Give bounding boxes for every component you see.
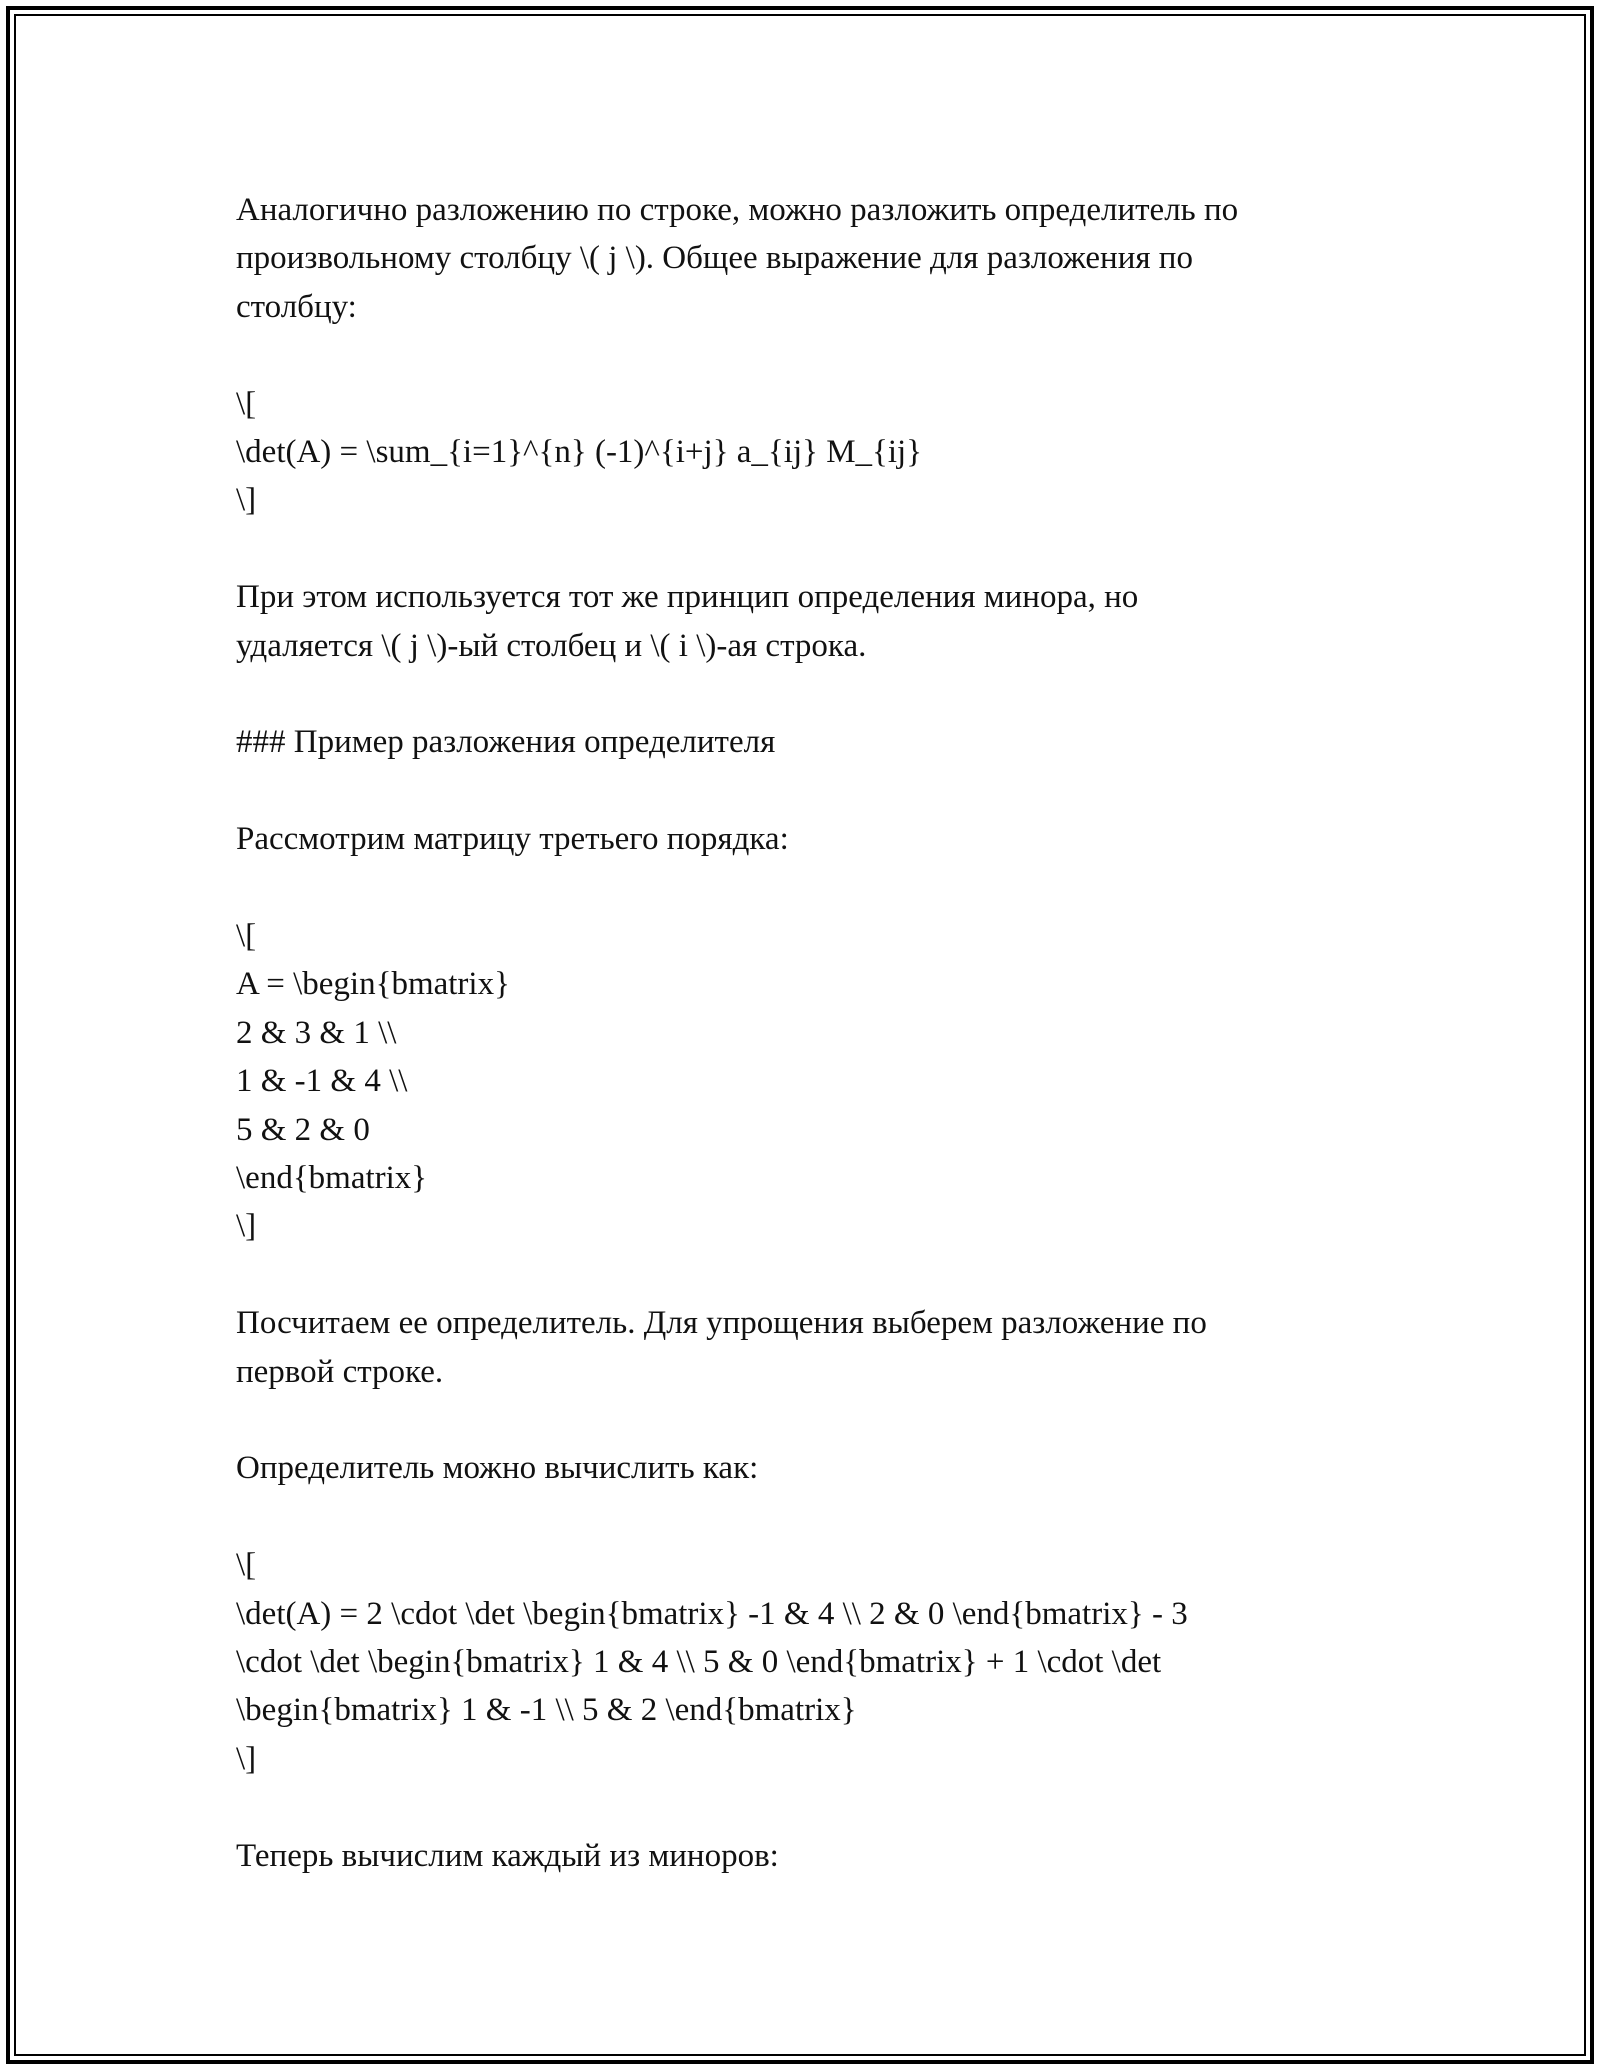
formula-line: \end{bmatrix} [236,1160,428,1197]
formula-line: \] [236,482,257,519]
formula-line: \[ [236,918,257,955]
formula-line: \begin{bmatrix} 1 & -1 \\ 5 & 2 \end{bmatrix} [236,1692,857,1729]
text-line: произвольному столбцу \( j \). Общее выражение для разложения по [236,240,1193,277]
text-line: первой строке. [236,1353,444,1390]
text-line: Теперь вычислим каждый из миноров: [236,1837,779,1874]
formula-line: \[ [236,385,257,422]
formula-line: \] [236,1740,257,1777]
formula-line: 2 & 3 & 1 \\ [236,1014,397,1051]
formula-line: 1 & -1 & 4 \\ [236,1063,408,1100]
text-line: столбцу: [236,288,357,325]
paragraph [236,1444,1396,1492]
text-line: Аналогично разложению по строке, можно разложить определитель по [236,192,1239,228]
paragraph [236,1832,1396,1880]
text-line: При этом используется тот же принцип определения минора, но [236,579,1139,616]
formula-block [236,380,1396,525]
formula-line: A = \begin{bmatrix} [236,966,510,1003]
text-line: Определитель можно вычислить как: [236,1450,759,1487]
text-line: ### Пример разложения определителя [236,724,776,761]
paragraph [236,573,1396,670]
formula-line: \[ [236,1547,257,1584]
formula-line: \det(A) = 2 \cdot \det \begin{bmatrix} -1 & 4 \\ 2 & 0 \end{bmatrix} - 3 [236,1595,1188,1632]
document-body [236,186,1396,1928]
formula-block [236,1541,1396,1783]
formula-line: 5 & 2 & 0 [236,1111,370,1148]
section-heading [236,718,1396,766]
text-line: Рассмотрим матрицу третьего порядка: [236,821,789,858]
paragraph [236,1299,1396,1396]
formula-line: \cdot \det \begin{bmatrix} 1 & 4 \\ 5 & 0 \end{bmatrix} + 1 \cdot \det [236,1644,1162,1681]
text-line: удаляется \( j \)-ый столбец и \( i \)-ая строка. [236,627,867,664]
formula-line: \det(A) = \sum_{i=1}^{n} (-1)^{i+j} a_{ij} M_{ij} [236,434,923,471]
text-line: Посчитаем ее определитель. Для упрощения выберем разложение по [236,1305,1207,1342]
formula-block [236,912,1396,1251]
paragraph [236,815,1396,863]
formula-line: \] [236,1208,257,1245]
paragraph [236,186,1396,331]
